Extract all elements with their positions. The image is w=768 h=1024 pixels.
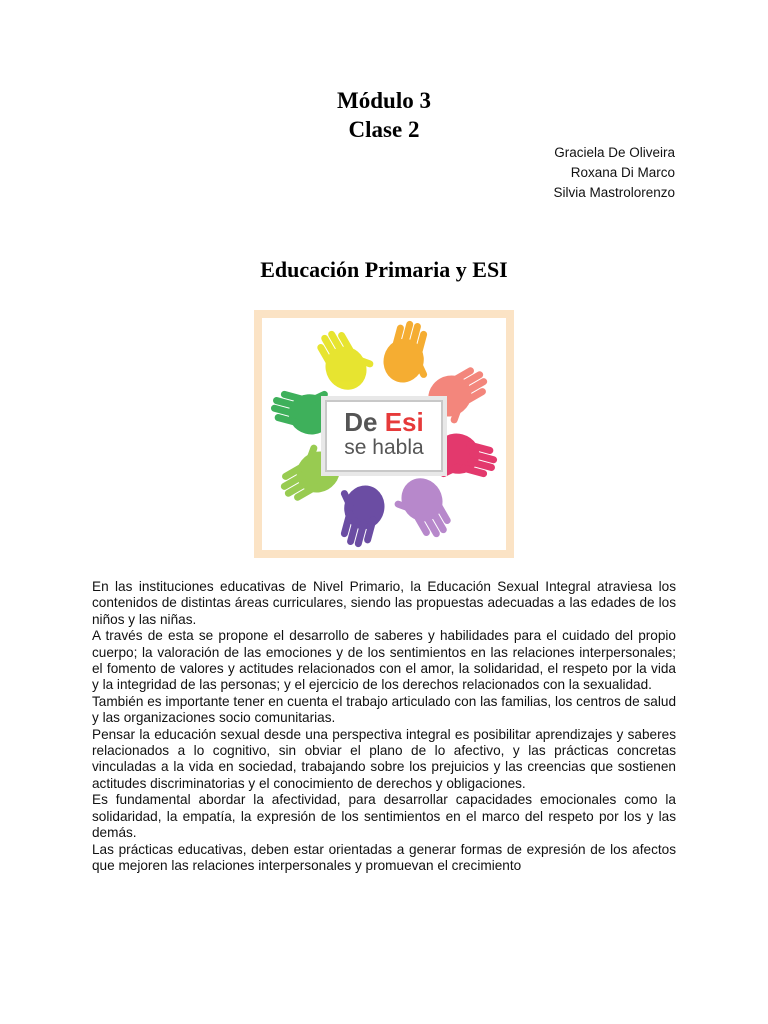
paragraph: En las instituciones educativas de Nivel Primario, la Educación Sexual Integral atraviesa los contenidos de distintas áreas curriculares, siendo las propuestas adecuadas a las edades de los niños y las niñas. — [92, 579, 676, 627]
author-name: Roxana Di Marco — [570, 165, 675, 180]
paragraph: Es fundamental abordar la afectividad, para desarrollar capacidades emocionales como la solidaridad, la empatía, la expresión de los sentimientos en el marco del respeto por los y las demás. — [92, 792, 676, 841]
esi-logo-image — [254, 310, 514, 558]
hand-shape — [327, 479, 389, 550]
logo-text-box — [325, 400, 443, 472]
author-name: Silvia Mastrolorenzo — [553, 185, 675, 200]
paragraph: Las prácticas educativas, deben estar orientadas a generar formas de expresión de los afectos que mejoren las relaciones interpersonales y promuevan el crecimiento — [92, 841, 676, 873]
class-title: Clase 2 — [348, 117, 420, 142]
document-subtitle: Educación Primaria y ESI — [260, 257, 508, 282]
module-title: Módulo 3 — [337, 88, 431, 113]
hand-shape — [309, 320, 381, 398]
author-name: Graciela De Oliveira — [554, 145, 675, 160]
author-list — [553, 143, 675, 203]
logo-canvas — [262, 318, 506, 550]
paragraph: Pensar la educación sexual desde una perspectiva integral es posibilitar aprendizajes y saberes relacionados a lo cognitivo, sin obviar el plano de lo afectivo, y las prácticas concretas vinculadas a la vida en sociedad, trabajando sobre los prejuicios y las creencias que sostienen actitudes discriminatorias y el conocimiento de derechos y obligaciones. — [92, 726, 676, 791]
logo-subtitle: se habla — [344, 436, 424, 459]
logo-word-esi: Esi — [384, 407, 424, 437]
hand-shape — [379, 318, 441, 389]
logo-word-de: De — [344, 407, 378, 437]
logo-title — [327, 408, 441, 436]
paragraph: A través de esta se propone el desarrollo de saberes y habilidades para el cuidado del propio cuerpo; la valoración de las emociones y de los sentimientos en las relaciones interpersonales; el fomento de valores y actitudes relacionados con el amor, la solidaridad, el respeto por la vida y la integridad de las personas; y el ejercicio de los derechos relacionados con la sexualidad. — [92, 628, 676, 693]
hand-shape — [387, 471, 459, 549]
paragraph: También es importante tener en cuenta el trabajo articulado con las familias, los centros de salud y las organizaciones socio comunitarias. — [92, 693, 676, 726]
body-text — [92, 579, 676, 874]
